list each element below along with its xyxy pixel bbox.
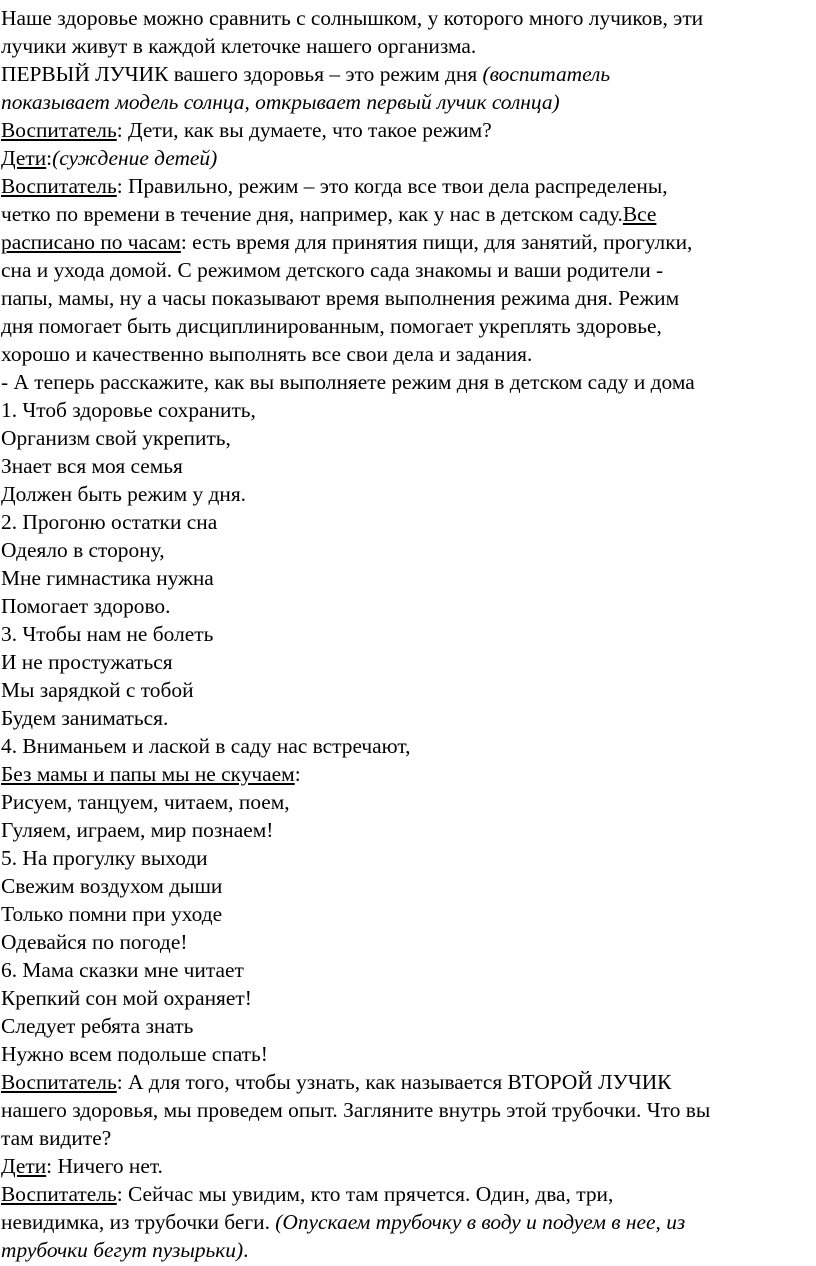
text-line	[1, 424, 816, 452]
text-segment: там видите?	[1, 1126, 112, 1150]
speaker-label: Воспитатель	[1, 174, 117, 198]
text-segment: : Ничего нет.	[46, 1154, 163, 1178]
text-segment: : Дети, как вы думаете, что такое режим?	[116, 118, 492, 142]
text-line	[1, 1068, 816, 1096]
text-segment: 5. На прогулку выходи	[1, 846, 208, 870]
text-line	[1, 1012, 816, 1040]
text-segment: 4. Вниманьем и лаской в саду нас встречают,	[1, 734, 411, 758]
text-segment: 6. Мама сказки мне читает	[1, 958, 244, 982]
speaker-label: Воспитатель	[1, 1070, 117, 1094]
text-line	[1, 1208, 816, 1236]
text-line	[1, 340, 816, 368]
text-segment: сна и ухода домой. С режимом детского сада знакомы и ваши родители -	[1, 258, 664, 282]
text-segment: невидимка, из трубочки беги.	[1, 1210, 276, 1234]
speaker-label: Воспитатель	[1, 1182, 117, 1206]
text-line	[1, 1236, 816, 1264]
text-line	[1, 900, 816, 928]
text-segment: : Сейчас мы увидим, кто там прячется. Один, два, три,	[116, 1182, 614, 1206]
text-line	[1, 368, 816, 396]
text-segment: Нужно всем подольше спать!	[1, 1042, 268, 1066]
text-line	[1, 32, 816, 60]
text-segment: Одеяло в сторону,	[1, 538, 165, 562]
text-segment: Организм свой укрепить,	[1, 426, 231, 450]
text-segment: Крепкий сон мой охраняет!	[1, 986, 252, 1010]
text-line	[1, 1180, 816, 1208]
text-line	[1, 284, 816, 312]
text-line	[1, 788, 816, 816]
stage-direction: трубочки бегут пузырьки)	[1, 1238, 244, 1262]
speaker-label: Дети	[1, 146, 47, 170]
speaker-label: Без мамы и папы мы не скучаем	[1, 762, 295, 786]
text-line	[1, 1152, 816, 1180]
text-segment: дня помогает быть дисциплинированным, помогает укреплять здоровье,	[1, 314, 662, 338]
text-segment: Гуляем, играем, мир познаем!	[1, 818, 274, 842]
text-line	[1, 1096, 816, 1124]
text-line	[1, 1040, 816, 1068]
text-line	[1, 620, 816, 648]
speaker-label: Все	[622, 202, 657, 226]
speaker-label: Дети	[1, 1154, 47, 1178]
text-segment: :	[294, 762, 301, 786]
text-segment: 2. Прогоню остатки сна	[1, 510, 218, 534]
text-segment: Одевайся по погоде!	[1, 930, 188, 954]
text-line	[1, 228, 816, 256]
stage-direction: (суждение детей)	[52, 146, 218, 170]
text-line	[1, 200, 816, 228]
stage-direction: показывает модель солнца, открывает первый лучик солнца)	[1, 90, 560, 114]
text-segment: Мне гимнастика нужна	[1, 566, 214, 590]
text-segment: .	[243, 1238, 249, 1262]
text-segment: Знает вся моя семья	[1, 454, 183, 478]
text-line	[1, 396, 816, 424]
text-line	[1, 564, 816, 592]
text-line	[1, 704, 816, 732]
text-segment: Мы зарядкой с тобой	[1, 678, 194, 702]
text-segment: нашего здоровья, мы проведем опыт. Загляните внутрь этой трубочки. Что вы	[1, 1098, 711, 1122]
text-line	[1, 676, 816, 704]
text-line	[1, 116, 816, 144]
text-segment: Только помни при уходе	[1, 902, 223, 926]
text-line	[1, 648, 816, 676]
text-segment: :	[46, 146, 53, 170]
speaker-label: Воспитатель	[1, 118, 117, 142]
text-line	[1, 508, 816, 536]
text-line	[1, 760, 816, 788]
text-line	[1, 844, 816, 872]
text-line	[1, 956, 816, 984]
text-line	[1, 984, 816, 1012]
text-segment: Наше здоровье можно сравнить с солнышком, у которого много лучиков, эти	[1, 6, 704, 30]
stage-direction: (Опускаем трубочку в воду и подуем в нее, из	[275, 1210, 686, 1234]
text-line	[1, 732, 816, 760]
text-segment: ПЕРВЫЙ ЛУЧИК вашего здоровья – это режим дня	[1, 62, 483, 86]
text-segment: Свежим воздухом дыши	[1, 874, 223, 898]
text-line	[1, 480, 816, 508]
text-line	[1, 928, 816, 956]
text-line	[1, 256, 816, 284]
text-line	[1, 592, 816, 620]
text-segment: И не простужаться	[1, 650, 173, 674]
text-segment: Будем заниматься.	[1, 706, 169, 730]
text-line	[1, 88, 816, 116]
text-segment: Рисуем, танцуем, читаем, поем,	[1, 790, 290, 814]
text-segment: Следует ребята знать	[1, 1014, 194, 1038]
text-segment: : А для того, чтобы узнать, как называется ВТОРОЙ ЛУЧИК	[116, 1070, 672, 1094]
text-line	[1, 816, 816, 844]
text-line	[1, 144, 816, 172]
text-segment: четко по времени в течение дня, например, как у нас в детском саду.	[1, 202, 623, 226]
text-segment: папы, мамы, ну а часы показывают время выполнения режима дня. Режим	[1, 286, 680, 310]
text-segment: Должен быть режим у дня.	[1, 482, 247, 506]
speaker-label: расписано по часам	[1, 230, 181, 254]
text-line	[1, 1124, 816, 1152]
text-segment: : есть время для принятия пищи, для занятий, прогулки,	[180, 230, 693, 254]
text-line	[1, 312, 816, 340]
text-segment: - А теперь расскажите, как вы выполняете режим дня в детском саду и дома	[1, 370, 695, 394]
text-line	[1, 536, 816, 564]
text-segment: лучики живут в каждой клеточке нашего организма.	[1, 34, 477, 58]
text-line	[1, 172, 816, 200]
text-segment: 3. Чтобы нам не болеть	[1, 622, 214, 646]
text-line	[1, 452, 816, 480]
text-line	[1, 872, 816, 900]
text-segment: хорошо и качественно выполнять все свои дела и задания.	[1, 342, 533, 366]
stage-direction: (воспитатель	[482, 62, 611, 86]
text-segment: 1. Чтоб здоровье сохранить,	[1, 398, 256, 422]
text-segment: : Правильно, режим – это когда все твои дела распределены,	[116, 174, 668, 198]
text-segment: Помогает здорово.	[1, 594, 171, 618]
text-line	[1, 60, 816, 88]
text-line	[1, 4, 816, 32]
